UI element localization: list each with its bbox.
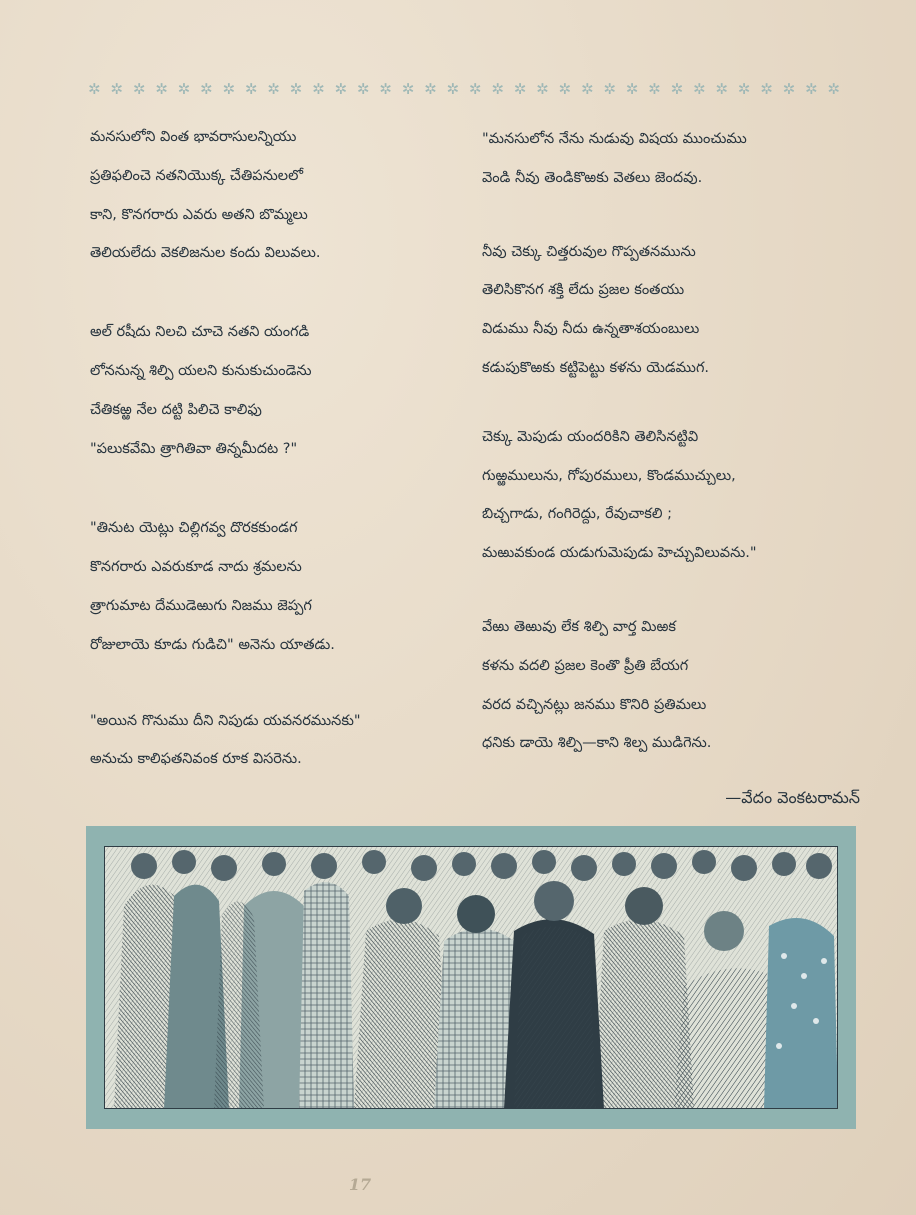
ornament-glyph: ✲: [603, 80, 616, 98]
ornament-glyph: ✲: [536, 80, 549, 98]
poem-line: కళను వదలి ప్రజల కెంతొ ప్రీతి బేయగ: [482, 657, 689, 674]
stanza-gap: [90, 273, 460, 313]
ornament-glyph: ✲: [558, 80, 572, 98]
poem-line: కడుపుకొఱకు కట్టిపెట్టు కళను యెడముగ.: [482, 359, 710, 376]
poem-line: "అయిన గొనుము దీని నిపుడు యవనరమునకు": [90, 712, 361, 729]
poem-line: గుఱ్ఱములును, గోపురములు, కొండముచ్చులు,: [482, 467, 736, 484]
poem-line: అల్ రషీదు నిలచి చూచె నతని యంగడి: [90, 324, 310, 341]
ornament-glyph: ✲: [155, 80, 168, 98]
poem-line: నీవు చెక్కు చిత్తరువుల గొప్పతనమును: [482, 243, 696, 260]
ornament-glyph: ✲: [379, 80, 392, 98]
poem-line: మనసులోని వింత భావరాసులన్నియు: [90, 129, 297, 145]
stanza: [90, 702, 460, 780]
poem-line: చేతికఱ్ఱ నేల దట్టి పిలిచె కాలిఫు: [90, 401, 262, 418]
ornament-glyph: ✲: [782, 80, 796, 98]
stanza-gap: [482, 388, 872, 418]
ornament-glyph: ✲: [244, 80, 258, 98]
stanza-gap: [482, 573, 872, 608]
ornament-glyph: ✲: [827, 80, 840, 98]
crowd-illustration: [86, 826, 856, 1129]
poem-line: ప్రతిఫలించె నతనియొక్క చేతిపనులలో: [90, 167, 303, 184]
ornament-glyph: ✲: [312, 80, 325, 98]
ornament-glyph: ✲: [692, 80, 706, 98]
stanza: [482, 120, 872, 198]
stanza: [482, 233, 872, 388]
poem-line: "పలుకవేమి త్రాగితివా తిన్నమీదట ?": [90, 440, 298, 457]
ornament-glyph: ✲: [222, 80, 236, 98]
ornament-glyph: ✲: [670, 80, 684, 98]
poem-line: కాని, కొనగరారు ఎవరు అతని బొమ్మలు: [90, 206, 308, 223]
ornament-glyph: ✲: [132, 80, 146, 98]
crowd-illustration-artwork: [104, 846, 838, 1109]
page-number: 17: [348, 1175, 372, 1194]
stanza: [90, 118, 460, 273]
ornament-glyph: ✲: [580, 80, 594, 98]
poem-line: అనుచు కాలిఫతనివంక రూక విసరెను.: [90, 751, 302, 768]
ornament-glyph: ✲: [737, 80, 751, 98]
ornament-glyph: ✲: [446, 80, 460, 98]
ornament-glyph: ✲: [110, 80, 123, 98]
poem-line: ధనికు డాయె శిల్పి—కాని శిల్ప ముడిగెను.: [482, 735, 712, 752]
stanza-gap: [90, 468, 460, 509]
poem-line: వెండి నీవు తెండికొఱకు వెతలు జెందవు.: [482, 169, 703, 186]
poem-line: "తినుట యెట్లు చిల్లిగవ్వ దొరకకుండగ: [90, 520, 298, 537]
stanza: [90, 509, 460, 664]
stanza-gap: [482, 198, 872, 233]
ornament-glyph: ✲: [648, 80, 661, 98]
ornament-glyph: ✲: [334, 80, 348, 98]
stanza-gap: [90, 665, 460, 702]
ornament-glyph: ✲: [491, 80, 504, 98]
ornament-glyph: ✲: [468, 80, 482, 98]
poem-line: కొనగరారు ఎవరుకూడ నాదు శ్రమలను: [90, 559, 302, 576]
poem-line: "మనసులోన నేను నుడువు విషయ ముంచుము: [482, 131, 747, 147]
stanza: [482, 608, 872, 763]
ornament-glyph: ✲: [401, 80, 415, 98]
ornament-glyph: ✲: [715, 80, 728, 98]
poem-line: త్రాగుమాట దేముడెఱుగు నిజము జెప్పగ: [90, 597, 312, 614]
ornament-glyph: ✲: [424, 80, 437, 98]
ornament-glyph: ✲: [88, 80, 101, 98]
poem-line: చెక్కు మెపుడు యందరికిని తెలిసినట్టివి: [482, 428, 699, 445]
poem-line: రోజులాయె కూడు గుడిచి" అనెను యాతడు.: [90, 636, 335, 653]
ornament-glyph: ✲: [805, 80, 818, 98]
decorative-border-strip: [88, 78, 840, 100]
left-poem-column: [90, 118, 460, 779]
ornament-glyph: ✲: [625, 80, 639, 98]
poem-line: వేఱు తెఱువు లేక శిల్పి వార్త మిఱక: [482, 618, 676, 635]
poem-line: తెలియలేదు వెకలిజనుల కందు విలువలు.: [90, 245, 321, 262]
author-signature: —వేదం వెంకటరామన్: [725, 788, 860, 807]
poem-line: తెలిసికొనగ శక్తి లేదు ప్రజల కంతయు: [482, 282, 685, 299]
ornament-glyph: ✲: [267, 80, 280, 98]
ornament-glyph: ✲: [289, 80, 303, 98]
poem-line: లోననున్న శిల్పి యలని కునుకుచుండెను: [90, 362, 312, 379]
ornament-glyph: ✲: [200, 80, 213, 98]
ornament-glyph: ✲: [356, 80, 370, 98]
poem-line: మఱువకుండ యడుగుమెపుడు హెచ్చువిలువను.": [482, 545, 757, 562]
ornament-glyph: ✲: [513, 80, 527, 98]
poem-line: విడుము నీవు నీదు ఉన్నతాశయంబులు: [482, 321, 700, 338]
ornament-glyph: ✲: [177, 80, 191, 98]
right-poem-column: [482, 120, 872, 763]
ornament-glyph: ✲: [760, 80, 773, 98]
stanza: [482, 418, 872, 573]
stanza: [90, 313, 460, 468]
poem-line: బిచ్చగాడు, గంగిరెద్దు, రేవుచాకలి ;: [482, 506, 672, 523]
poem-line: వరద వచ్చినట్లు జనము కొనిరి ప్రతిమలు: [482, 696, 707, 713]
